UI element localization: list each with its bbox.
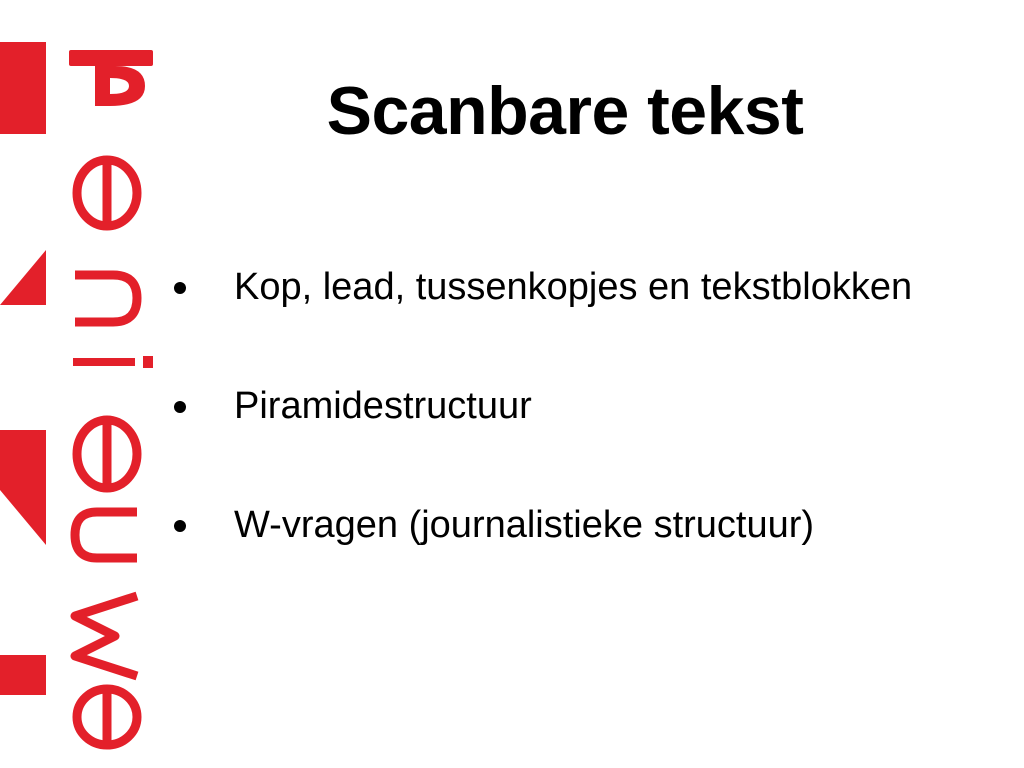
- logo-letter-n: [75, 275, 137, 322]
- list-item: [170, 377, 990, 436]
- accent-block-bottom: [0, 655, 46, 695]
- bullet-text: W-vragen (journalistieke structuur): [234, 504, 815, 546]
- logo-letter-d: [69, 50, 153, 106]
- bullet-text: Piramidestructuur: [234, 385, 532, 427]
- bullet-text: Kop, lead, tussenkopjes en tekstblokken: [234, 266, 913, 308]
- slide-title: Scanbare tekst: [326, 73, 804, 149]
- bullet-icon: [174, 282, 186, 294]
- list-item: [170, 496, 990, 555]
- denieuwe-logo-icon: [55, 40, 160, 750]
- accent-triangle-up: [0, 250, 46, 305]
- list-item: [170, 258, 990, 317]
- bullet-icon: [174, 401, 186, 413]
- brand-accent-shapes: [0, 0, 50, 768]
- bullet-list: [170, 258, 990, 615]
- accent-block-top: [0, 42, 46, 134]
- logo-letter-w: [75, 596, 137, 676]
- logo-letter-e: [77, 160, 137, 226]
- logo-letter-e-3: [77, 689, 137, 745]
- bullet-icon: [174, 520, 186, 532]
- logo-letter-e-2: [77, 420, 137, 488]
- logo-letter-u: [75, 512, 137, 558]
- accent-triangle-down: [0, 430, 46, 545]
- logo-letter-i: [73, 356, 153, 368]
